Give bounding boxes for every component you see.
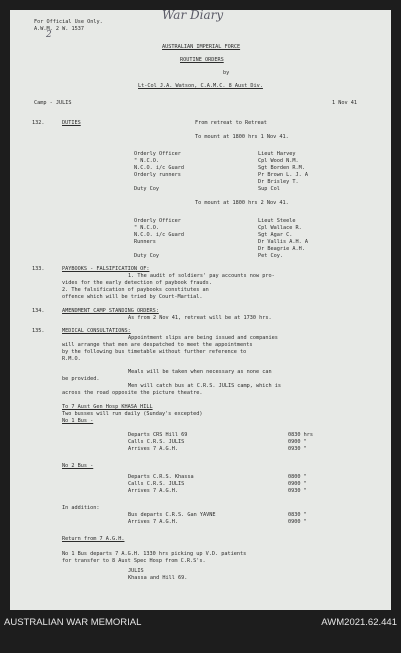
- document-page: [10, 10, 391, 610]
- bus-stop: Arrives 7 A.G.H.: [128, 519, 178, 525]
- duty-role: Orderly runners: [134, 172, 181, 178]
- bus-time: 0930 ": [288, 446, 307, 452]
- route-title: To 7 Aust Gen Hosp KHASA HILL: [62, 404, 153, 410]
- duty-name: Dr Beagrie A.H.: [258, 246, 305, 252]
- return-stop: JULIS: [128, 568, 144, 574]
- section-title: AMENDMENT CAMP STANDING ORDERS:: [62, 308, 159, 314]
- bus-label: No 2 Bus -: [62, 463, 94, 469]
- bus-stop: Departs C.R.S. Khassa: [128, 474, 194, 480]
- section-number: 132.: [32, 120, 45, 126]
- body-line: Meals will be taken when necessary as none can: [128, 369, 272, 375]
- body-line: As from 2 Nov 41, retreat will be at 1730 hrs.: [128, 315, 272, 321]
- title-orders: ROUTINE ORDERS: [180, 57, 224, 63]
- bus-time: 0900 ": [288, 481, 307, 487]
- section-title: DUTIES: [62, 120, 81, 126]
- archive-reference: AWM2021.62.441: [321, 617, 397, 628]
- body-line: Men will catch bus at C.R.S. JULIS camp, which is: [128, 383, 282, 389]
- bus-time: 0900 ": [288, 519, 307, 525]
- duty-name: Cpl Wallace R.: [258, 225, 302, 231]
- handwritten-annotation: War Diary: [162, 10, 224, 22]
- duty-name: Lieut Steele: [258, 218, 296, 224]
- duty-name: Sgt Borden R.M.: [258, 165, 305, 171]
- duty-name: Sgt Agar C.: [258, 232, 293, 238]
- duty-role: Duty Coy: [134, 186, 159, 192]
- duty-role: Orderly Officer: [134, 151, 181, 157]
- duty-name: Dr Brisley T.: [258, 179, 299, 185]
- return-title: Return from 7 A.G.H.: [62, 536, 125, 542]
- section-title: PAYBOOKS - FALSIFICATION OF:: [62, 266, 150, 272]
- body-line: 1. The audit of soldiers' pay accounts now pro-: [128, 273, 275, 279]
- duty-name: Pr Brown L. J. A: [258, 172, 308, 178]
- body-line: by the following bus timetable without further reference to: [62, 349, 247, 355]
- section-number: 134.: [32, 308, 45, 314]
- reference-number: A.W.M. 2 W. 1537: [34, 26, 84, 32]
- body-line: vides for the early detection of paybook frauds.: [62, 280, 212, 286]
- bus-stop: Arrives 7 A.G.H.: [128, 446, 178, 452]
- addition-label: In addition:: [62, 505, 100, 511]
- bus-label: No 1 Bus -: [62, 418, 94, 424]
- mount-time-2: To mount at 1800 hrs 2 Nov 41.: [195, 200, 289, 206]
- section-number: 133.: [32, 266, 45, 272]
- return-stop: Khassa and Hill 69.: [128, 575, 188, 581]
- order-date: 1 Nov 41: [332, 100, 357, 106]
- bus-time: 0830 ": [288, 512, 307, 518]
- duty-role: N.C.O. i/c Guard: [134, 232, 184, 238]
- bus-stop: Bus departs C.R.S. Gan YAVNE: [128, 512, 216, 518]
- body-line: Appointment slips are being issued and companies: [128, 335, 278, 341]
- body-line: across the road opposite the picture theatre.: [62, 390, 203, 396]
- page-mark: 2: [46, 30, 52, 40]
- body-line: 2. The falsification of paybooks constitutes an: [62, 287, 209, 293]
- bus-stop: Calls C.R.S. JULIS: [128, 481, 185, 487]
- body-line: R.M.O.: [62, 356, 81, 362]
- body-line: for transfer to 8 Aust Spec Hosp from C.R.S's.: [62, 558, 206, 564]
- by-label: by: [223, 70, 230, 76]
- bus-stop: Arrives 7 A.G.H.: [128, 488, 178, 494]
- camp-name: Camp - JULIS: [34, 100, 72, 106]
- archive-name: AUSTRALIAN WAR MEMORIAL: [4, 617, 142, 628]
- body-line: offence which will be tried by Court-Martial.: [62, 294, 203, 300]
- bus-time: 0900 ": [288, 439, 307, 445]
- duty-role: " N.C.O.: [134, 225, 159, 231]
- section-title: MEDICAL CONSULTATIONS:: [62, 328, 131, 334]
- duty-name: Cpl Wood N.M.: [258, 158, 299, 164]
- bus-time: 0930 ": [288, 488, 307, 494]
- body-line: No 1 Bus departs 7 A.G.H. 1330 hrs picking up V.D. patients: [62, 551, 247, 557]
- duty-name: Dr Vallis A.H. A: [258, 239, 308, 245]
- duties-intro: From retreat to Retreat: [195, 120, 267, 126]
- body-line: will arrange that men are despatched to meet the appointments: [62, 342, 253, 348]
- duty-role: " N.C.O.: [134, 158, 159, 164]
- duty-role: Orderly Officer: [134, 218, 181, 224]
- duty-name: Pet Coy.: [258, 253, 283, 259]
- duty-name: Lieut Harvey: [258, 151, 296, 157]
- duty-name: Sup Col: [258, 186, 280, 192]
- bus-time: 0830 hrs: [288, 432, 313, 438]
- issuer-name: Lt-Col J.A. Watson, C.A.M.C. 8 Aust Div.: [138, 83, 263, 89]
- bus-time: 0800 ": [288, 474, 307, 480]
- title-force: AUSTRALIAN IMPERIAL FORCE: [162, 44, 241, 50]
- bus-stop: Calls C.R.S. JULIS: [128, 439, 185, 445]
- mount-time-1: To mount at 1800 hrs 1 Nov 41.: [195, 134, 289, 140]
- bus-stop: Departs CRS Hill 69: [128, 432, 188, 438]
- archive-footer: [0, 612, 401, 653]
- route-subtitle: Two busses will run daily (Sunday's excepted): [62, 411, 203, 417]
- body-line: be provided.: [62, 376, 100, 382]
- duty-role: N.C.O. i/c Guard: [134, 165, 184, 171]
- duty-role: Duty Coy: [134, 253, 159, 259]
- duty-role: Runners: [134, 239, 156, 245]
- section-number: 135.: [32, 328, 45, 334]
- restriction-label: For Official Use Only.: [34, 19, 103, 25]
